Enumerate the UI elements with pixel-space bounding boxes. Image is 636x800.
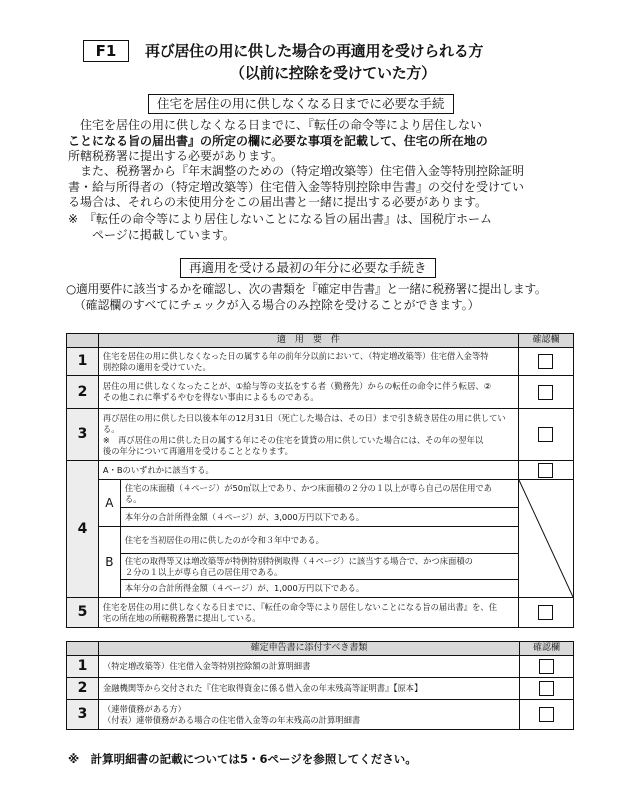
- requirement-text: 本年分の合計所得金額（４ページ）が、3,000万円以下である。: [120, 508, 518, 527]
- text-line: 別控除の適用を受けていた。: [102, 361, 211, 372]
- text-line: （付表）連帯債務がある場合の住宅借入金等の年末残高の計算明細書: [102, 714, 361, 725]
- requirement-text: [98, 409, 518, 461]
- text-line: 書・給与所得者の（特定増改築等）住宅借入金等特別控除申告書』の交付を受けてい: [68, 179, 525, 194]
- text-line: 所轄税務署に提出する必要があります。: [68, 149, 284, 163]
- check-cell: [520, 678, 574, 700]
- option-b-label: B: [98, 527, 120, 598]
- check-cell: [518, 461, 573, 480]
- section1-paragraph2: [68, 164, 524, 211]
- requirement-text: [120, 480, 518, 508]
- table-header-row: [67, 334, 574, 348]
- table-row: [67, 409, 574, 461]
- checkbox[interactable]: [538, 605, 553, 620]
- text-line: 住宅の床面積（４ページ）が50㎡以上であり、かつ床面積の２分の１以上が専ら自己の居住用であ: [124, 482, 492, 493]
- text-line: また、税務署から『年末調整のための（特定増改築等）住宅借入金等特別控除証明: [68, 164, 525, 178]
- documents-header: 確定申告書に添付すべき書類: [98, 642, 519, 656]
- requirements-header: 適 用 要 件: [98, 334, 518, 348]
- check-cell: [520, 700, 574, 730]
- row-number: 2: [67, 376, 99, 409]
- text-line: る場合は、それらの未使用分をこの届出書と一緒に提出する必要があります。: [68, 195, 488, 209]
- text-line: 再び居住の用に供した日以後本年の12月31日（死亡した場合は、その日）まで引き続き居住の用に供してい: [102, 412, 506, 423]
- table-row: [67, 527, 574, 554]
- text-line: その他これに準ずるやむを得ない事由によるものである。: [102, 392, 319, 402]
- checkbox[interactable]: [538, 385, 553, 400]
- check-header: 確認欄: [520, 642, 574, 656]
- table-row: [67, 580, 574, 598]
- row-number: 5: [67, 598, 99, 628]
- document-text: [98, 700, 519, 730]
- header-cell: [67, 334, 99, 348]
- section1-heading: 住宅を居住の用に供しなくなる日までに必要な手続: [148, 94, 454, 114]
- text-line: ※ 『転任の命令等により居住しないことになる旨の届出書』は、国税庁ホーム: [68, 212, 493, 226]
- row-number: 2: [67, 678, 99, 700]
- footer-note: ※ 計算明細書の記載については5・6ページを参照してください。: [68, 752, 417, 766]
- document-text: 金融機関等から交付された『住宅取得資金に係る借入金の年末残高等証明書』【原本】: [98, 678, 519, 700]
- checkbox[interactable]: [539, 659, 554, 674]
- row-number: 4: [67, 461, 99, 598]
- text-line: 後の年分について再適用を受けることとなります。: [102, 445, 293, 456]
- requirement-text: [98, 376, 518, 409]
- requirements-table: [66, 333, 574, 628]
- check-cell: [518, 598, 573, 628]
- requirement-text: 住宅を当初居住の用に供したのが令和３年中である。: [120, 527, 518, 554]
- table-row: [67, 376, 574, 409]
- section1-note: [68, 212, 492, 243]
- check-cell: [518, 376, 573, 409]
- text-line: （連帯債務がある方）: [102, 703, 186, 714]
- header-cell: [67, 642, 99, 656]
- section2-heading: 再適用を受ける最初の年分に必要な手続き: [180, 258, 436, 278]
- section2-line2: （確認欄のすべてにチェックが入る場合のみ控除を受けることができます。）: [74, 298, 480, 312]
- text-line: る。: [102, 423, 120, 434]
- table-row: [67, 461, 574, 480]
- table-row: [67, 508, 574, 527]
- table-row: [67, 678, 574, 700]
- text-line: 住宅の取得等又は増改築等が特例特別特例取得（４ページ）に該当する場合で、かつ床面積の: [124, 555, 473, 566]
- text-line: 住宅を居住の用に供しなくなる日までに、『転任の命令等により居住しないことになる旨の届出書』を、住: [102, 601, 497, 612]
- documents-table: [66, 641, 574, 730]
- checkbox[interactable]: [538, 427, 553, 442]
- text-line: ことになる旨の届出書』の所定の欄に必要な事項を記載して、住宅の所在地の: [68, 133, 488, 148]
- section2-line1: ○適用要件に該当するかを確認し、次の書類を『確定申告書』と一緒に税務署に提出します。: [66, 282, 547, 296]
- row-number: 3: [67, 409, 99, 461]
- row-number: 1: [67, 348, 99, 376]
- requirement-text: 本年分の合計所得金額（４ページ）が、1,000万円以下である。: [120, 580, 518, 598]
- option-a-label: A: [98, 480, 120, 527]
- row-number: 1: [67, 656, 99, 678]
- document-text: （特定増改築等）住宅借入金等特別控除額の計算明細書: [98, 656, 519, 678]
- check-cell: [518, 348, 573, 376]
- table-row: [67, 348, 574, 376]
- table-row: [67, 598, 574, 628]
- requirement-text: [98, 348, 518, 376]
- checkbox[interactable]: [538, 463, 553, 478]
- text-line: る。: [124, 493, 142, 504]
- text-line: 宅の所在地の所轄税務署に提出している。: [102, 612, 261, 623]
- text-line: ２分の１以上が専ら自己の居住用である。: [124, 566, 283, 577]
- page-subtitle: （以前に控除を受けていた方）: [230, 64, 436, 82]
- check-cell: [518, 409, 573, 461]
- text-line: ページに掲載しています。: [68, 227, 235, 242]
- table-header-row: [67, 642, 574, 656]
- text-line: 居住の用に供しなくなったことが、①給与等の支払をする者（勤務先）からの転任の命令に伴う転居、②: [102, 381, 492, 391]
- table-row: [67, 480, 574, 508]
- diagonal-cell: [518, 480, 573, 598]
- check-cell: [520, 656, 574, 678]
- checkbox[interactable]: [539, 707, 554, 722]
- text-line: 住宅を居住の用に供しなくなる日までに、『転任の命令等により居住しない: [68, 118, 483, 132]
- diagonal-line: [519, 480, 573, 597]
- row-number: 3: [67, 700, 99, 730]
- checkbox[interactable]: [539, 681, 554, 696]
- checkbox[interactable]: [538, 354, 553, 369]
- table-row: [67, 554, 574, 580]
- requirement-text: [98, 598, 518, 628]
- table-row: [67, 700, 574, 730]
- check-header: 確認欄: [518, 334, 573, 348]
- requirement-text: [120, 554, 518, 580]
- section1-paragraph1: [68, 118, 488, 165]
- table-row: [67, 656, 574, 678]
- requirement-text: A・Bのいずれかに該当する。: [98, 461, 518, 480]
- section-badge: F1: [83, 40, 129, 62]
- page-title: 再び居住の用に供した場合の再適用を受けられる方: [145, 42, 484, 60]
- text-line: 住宅を居住の用に供しなくなった日の属する年の前年分以前において、（特定増改築等）住宅借入金等特: [102, 350, 489, 361]
- text-line: ※ 再び居住の用に供した日の属する年にその住宅を賃貸の用に供していた場合には、その年の翌年以: [102, 434, 484, 445]
